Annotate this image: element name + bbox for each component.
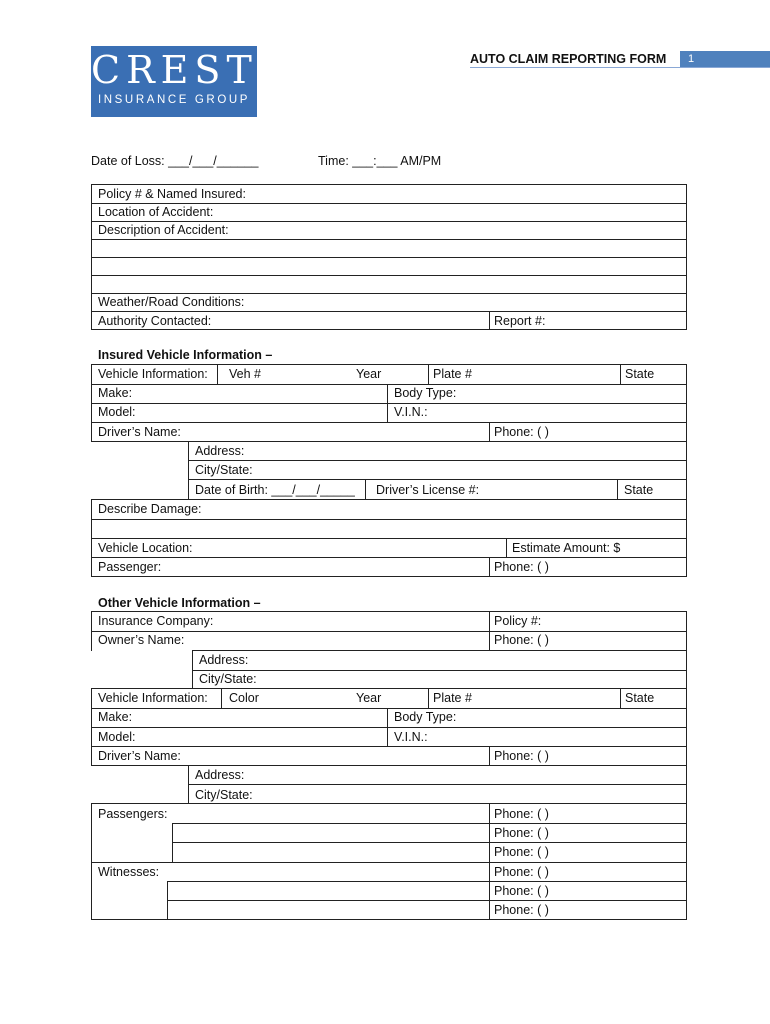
accident-location[interactable]: Location of Accident: (98, 205, 214, 219)
report-number[interactable]: Report #: (494, 314, 546, 328)
passenger-phone-3[interactable]: Phone: ( ) (494, 845, 549, 859)
time-field: Time: ___:___ AM/PM (318, 154, 442, 168)
other-driver-phone[interactable]: Phone: ( ) (494, 749, 549, 763)
authority-contacted[interactable]: Authority Contacted: (98, 314, 212, 328)
witnesses-label: Witnesses: (98, 865, 160, 879)
other-owner-city-state[interactable]: City/State: (199, 672, 257, 686)
other-owner-phone[interactable]: Phone: ( ) (494, 633, 549, 647)
insured-driver-name[interactable]: Driver’s Name: (98, 425, 181, 439)
witness-phone-2[interactable]: Phone: ( ) (494, 884, 549, 898)
insured-passenger[interactable]: Passenger: (98, 560, 162, 574)
insured-address[interactable]: Address: (195, 444, 245, 458)
insured-passenger-phone[interactable]: Phone: ( ) (494, 560, 549, 574)
passengers-label: Passengers: (98, 807, 168, 821)
witness-phone-1[interactable]: Phone: ( ) (494, 865, 549, 879)
insured-heading: Insured Vehicle Information – (98, 348, 273, 362)
insured-plate[interactable]: Plate # (433, 367, 472, 381)
other-owner-address[interactable]: Address: (199, 653, 249, 667)
estimate-amount[interactable]: Estimate Amount: $ (512, 541, 621, 555)
weather-conditions[interactable]: Weather/Road Conditions: (98, 295, 245, 309)
accident-description[interactable]: Description of Accident: (98, 223, 229, 237)
policy-named-insured[interactable]: Policy # & Named Insured: (98, 187, 246, 201)
other-year[interactable]: Year (356, 691, 382, 705)
other-driver-address[interactable]: Address: (195, 768, 245, 782)
insured-license[interactable]: Driver’s License #: (376, 483, 480, 497)
other-heading: Other Vehicle Information – (98, 596, 261, 610)
other-driver-address-box (188, 765, 687, 804)
logo-line2: INSURANCE GROUP (97, 94, 251, 106)
insured-make[interactable]: Make: (98, 386, 133, 400)
logo-line1: CREST (91, 48, 258, 92)
other-owner-name[interactable]: Owner’s Name: (98, 633, 185, 647)
insured-license-state[interactable]: State (624, 483, 654, 497)
insured-year[interactable]: Year (356, 367, 382, 381)
other-body-type[interactable]: Body Type: (394, 710, 457, 724)
vehicle-location[interactable]: Vehicle Location: (98, 541, 193, 555)
passenger-phone-1[interactable]: Phone: ( ) (494, 807, 549, 821)
date-of-loss: Date of Loss: ___/___/______ (91, 154, 259, 168)
other-policy[interactable]: Policy #: (494, 614, 542, 628)
other-state[interactable]: State (625, 691, 655, 705)
describe-damage[interactable]: Describe Damage: (98, 502, 202, 516)
other-model[interactable]: Model: (98, 730, 136, 744)
insured-body-type[interactable]: Body Type: (394, 386, 457, 400)
insured-vehicle-info: Vehicle Information: (98, 367, 208, 381)
other-driver-city-state[interactable]: City/State: (195, 788, 253, 802)
other-driver-name[interactable]: Driver’s Name: (98, 749, 181, 763)
form-title: AUTO CLAIM REPORTING FORM (470, 52, 667, 66)
passenger-phone-2[interactable]: Phone: ( ) (494, 826, 549, 840)
insured-driver-phone[interactable]: Phone: ( ) (494, 425, 549, 439)
insured-veh-number[interactable]: Veh # (229, 367, 261, 381)
header-rule (470, 67, 770, 68)
other-vin[interactable]: V.I.N.: (394, 730, 428, 744)
other-plate[interactable]: Plate # (433, 691, 472, 705)
witness-phone-3[interactable]: Phone: ( ) (494, 903, 549, 917)
insured-dob[interactable]: Date of Birth: ___/___/_____ (195, 483, 355, 497)
other-color[interactable]: Color (229, 691, 259, 705)
page-number: 1 (680, 51, 770, 67)
other-make[interactable]: Make: (98, 710, 133, 724)
insured-model[interactable]: Model: (98, 405, 136, 419)
other-vehicle-info: Vehicle Information: (98, 691, 208, 705)
other-insurance-company[interactable]: Insurance Company: (98, 614, 214, 628)
insured-state[interactable]: State (625, 367, 655, 381)
company-logo (91, 46, 257, 117)
other-owner-address-box (192, 650, 687, 689)
insured-vin[interactable]: V.I.N.: (394, 405, 428, 419)
passengers-witnesses-box (91, 803, 687, 920)
insured-city-state[interactable]: City/State: (195, 463, 253, 477)
